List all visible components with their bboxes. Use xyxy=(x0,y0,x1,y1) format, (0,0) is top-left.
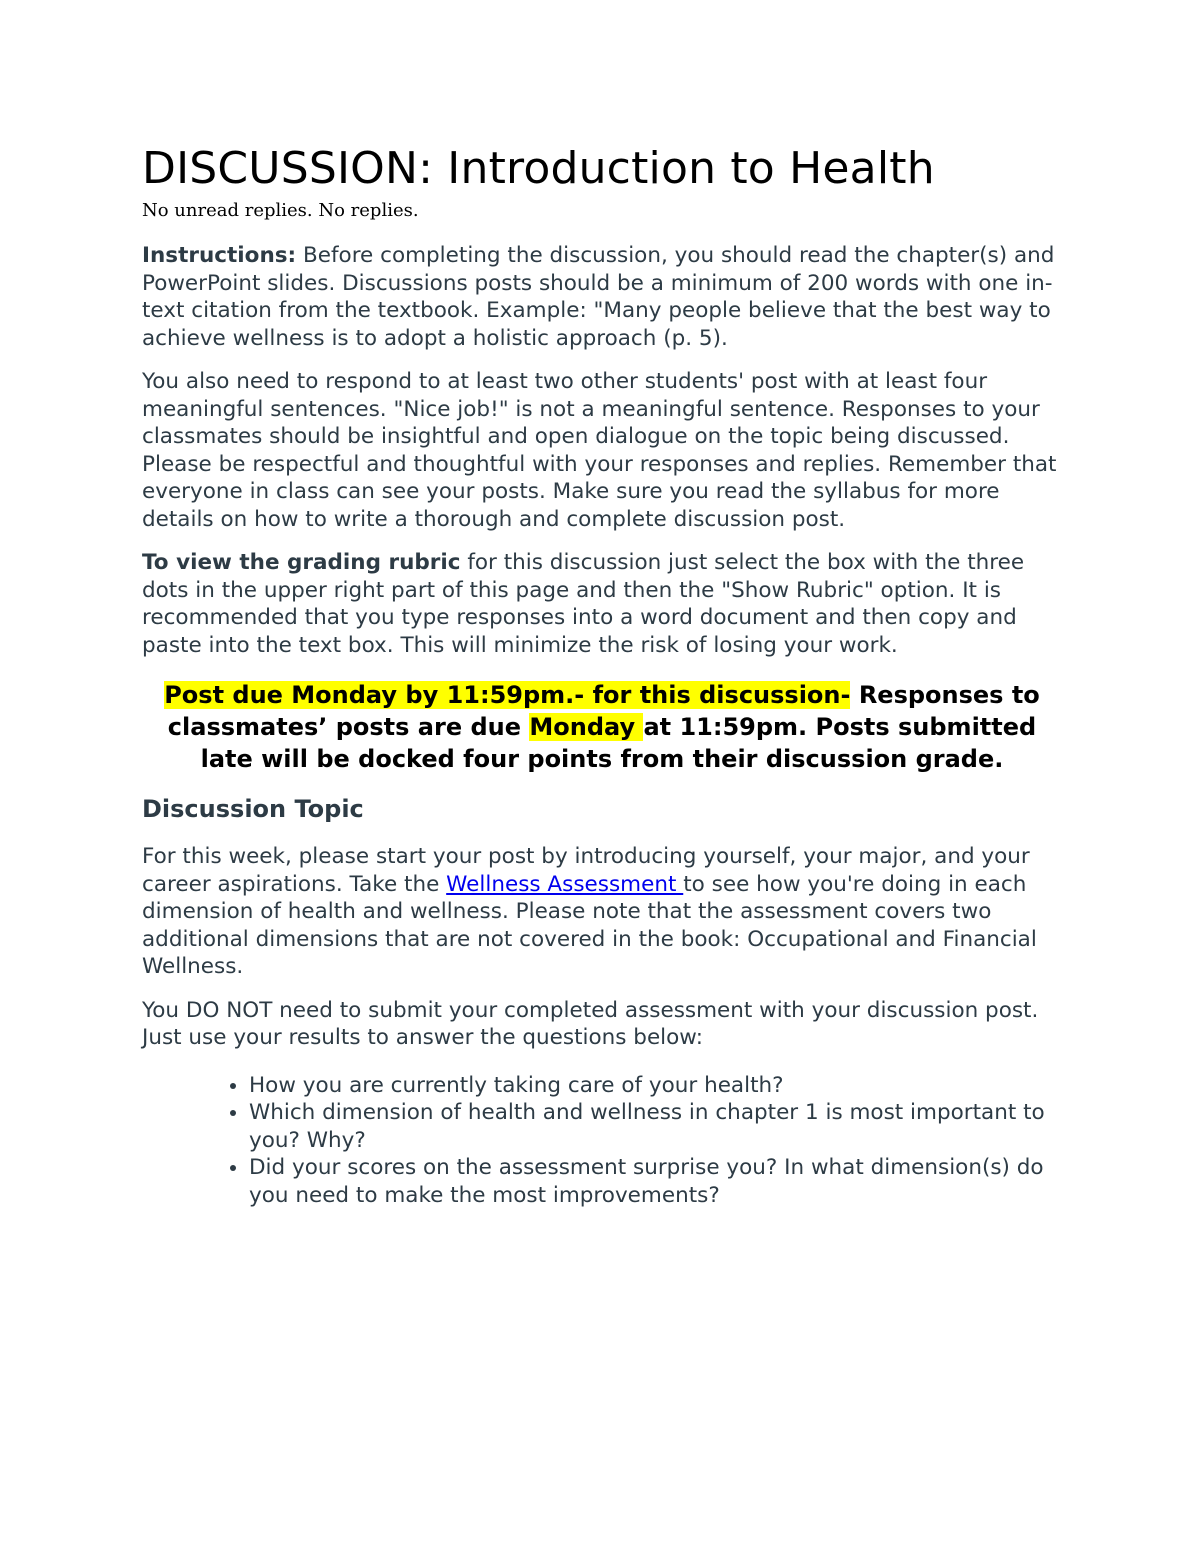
list-item: • Did your scores on the assessment surprise you? In what dimension(s) do you need to make the most improvements? xyxy=(249,1154,1062,1209)
questions-list xyxy=(142,1072,1062,1210)
rubric-paragraph xyxy=(142,549,1062,659)
submit-paragraph: You DO NOT need to submit your completed assessment with your discussion post. Just use your results to answer the questions below: xyxy=(142,997,1039,1050)
instructions-text: Before completing the discussion, you should read the chapter(s) and PowerPoint slides. Discussions posts should be a minimum of 200 words with one in-text citation from the textbook. Example: "Many people believe that the best way to achieve wellness is to adopt a holistic approach (p. 5). xyxy=(142,243,1055,351)
instructions-paragraph xyxy=(142,242,1062,352)
responses-paragraph: You also need to respond to at least two other students' post with at least four meaningful sentences. "Nice job!" is not a meaningful sentence. Responses to your classmates should be insightful and open dialogue on the topic being discussed. Please be respectful and thoughtful with your responses and replies. Remember that everyone in class can see your posts. Make sure you read the syllabus for more details on how to write a thorough and complete discussion post. xyxy=(142,369,1057,532)
list-item: • Which dimension of health and wellness in chapter 1 is most important to you? Why? xyxy=(249,1099,1062,1154)
due-highlight-post: Post due Monday by 11:59pm.- for this discussion- xyxy=(164,681,851,709)
topic-text-after-link: to see how you're doing in each dimension of health and wellness. Please note that the assessment covers two additional dimensions that are not covered in the book: Occupational and Financial Wellness. xyxy=(142,871,1037,979)
document-page xyxy=(142,140,1062,1209)
topic-paragraph xyxy=(142,843,1062,981)
instructions-label: Instructions: xyxy=(142,243,297,268)
due-text-responses: Responses to classmates’ posts are due xyxy=(167,681,1040,741)
topic-text-before-link: For this week, please start your post by introducing yourself, your major, and your career aspirations. Take the xyxy=(142,844,1030,897)
discussion-topic-heading: Discussion Topic xyxy=(142,795,364,823)
due-notice xyxy=(142,679,1062,775)
due-text-late: at 11:59pm. Posts submitted late will be docked four points from their discussion grade. xyxy=(200,713,1037,773)
reply-status: No unread replies. No replies. xyxy=(142,200,419,221)
list-item: • How you are currently taking care of your health? xyxy=(249,1072,1062,1100)
due-highlight-monday: Monday xyxy=(529,713,644,741)
page-title: DISCUSSION: Introduction to Health xyxy=(142,143,935,194)
rubric-label: To view the grading rubric xyxy=(142,550,461,575)
rubric-text: for this discussion just select the box with the three dots in the upper right part of this page and then the "Show Rubric" option. It is recommended that you type responses into a word document and then copy and paste into the text box. This will minimize the risk of losing your work. xyxy=(142,550,1025,658)
wellness-assessment-link[interactable]: Wellness Assessment xyxy=(446,871,684,897)
